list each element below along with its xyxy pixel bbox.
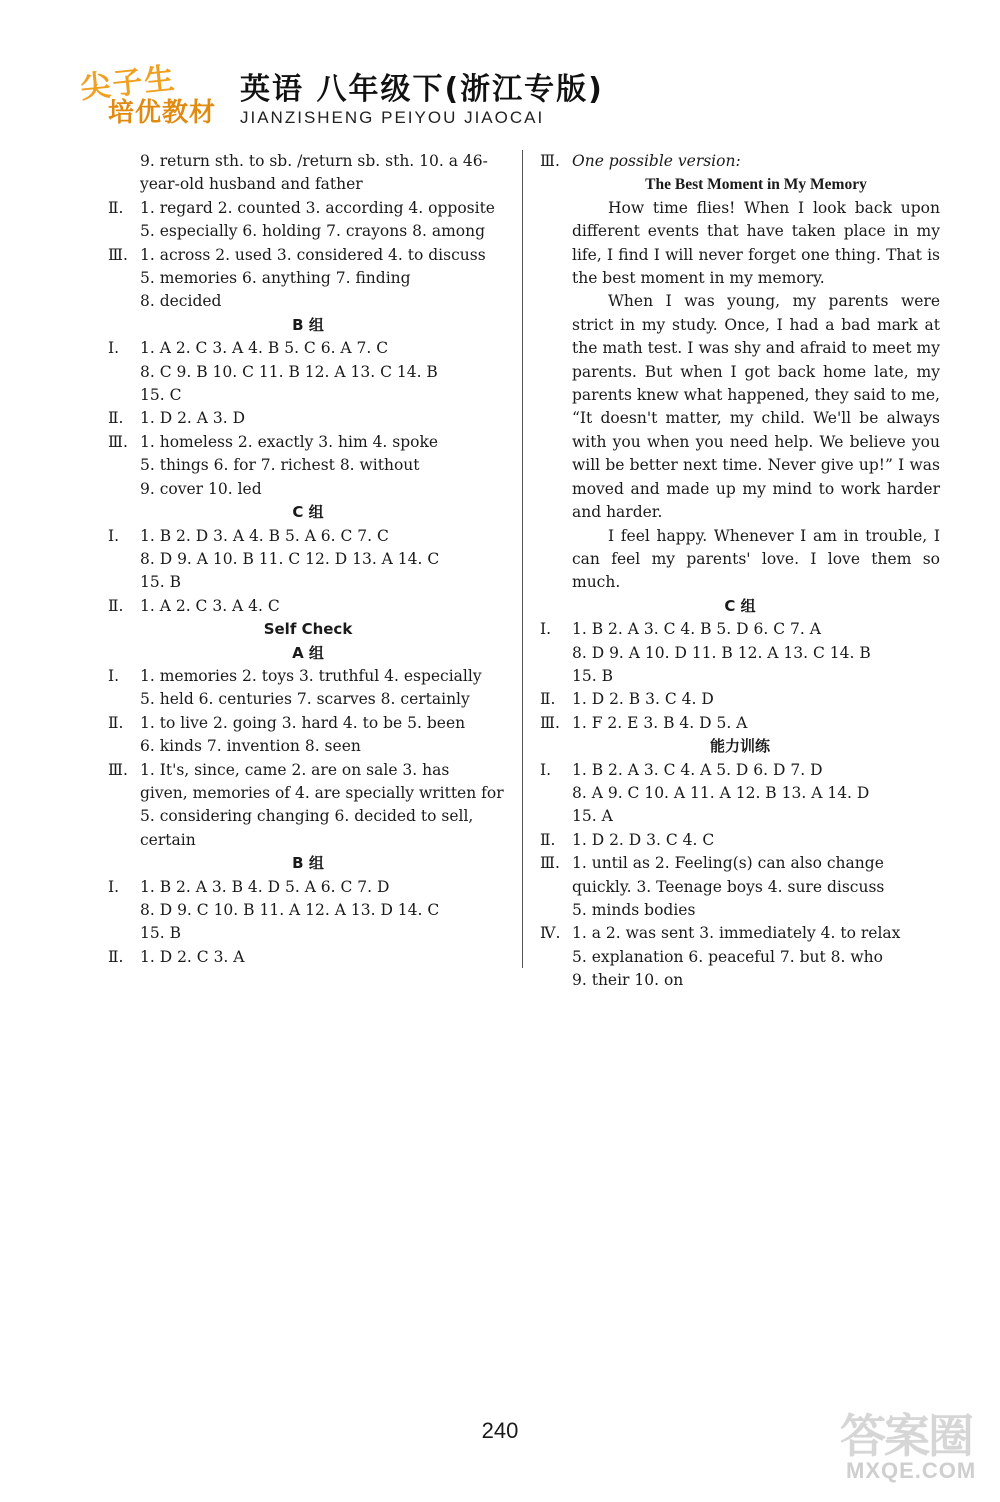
answer-line bbox=[108, 665, 508, 688]
section-numeral: Ⅳ. bbox=[540, 924, 561, 943]
logo-line1: 尖子生 bbox=[78, 61, 178, 106]
group-heading: B 组 bbox=[292, 854, 324, 873]
answer-line bbox=[108, 759, 508, 782]
answer-line bbox=[540, 852, 940, 875]
answer-text: 1. D 2. C 3. A bbox=[140, 947, 245, 966]
answer-line: 5. explanation 6. peaceful 7. but 8. who bbox=[572, 947, 883, 966]
left-column bbox=[108, 150, 508, 969]
answer-line: certain bbox=[140, 830, 196, 849]
answer-text: One possible version: bbox=[572, 152, 741, 170]
answer-text: 1. until as 2. Feeling(s) can also change bbox=[572, 854, 884, 873]
answer-line: 15. A bbox=[572, 807, 613, 826]
answer-line: 5. considering changing 6. decided to sell, bbox=[140, 807, 474, 826]
answer-line: 8. C 9. B 10. C 11. B 12. A 13. C 14. B bbox=[140, 362, 438, 381]
page-header bbox=[0, 0, 1000, 140]
section-numeral: Ⅲ. bbox=[540, 854, 560, 873]
answer-line: given, memories of 4. are specially written for bbox=[140, 783, 504, 802]
section-numeral: Ⅰ. bbox=[108, 339, 120, 358]
book-title: 英语 八年级下(浙江专版) bbox=[240, 72, 604, 107]
answer-line bbox=[108, 876, 508, 899]
answer-text: 1. D 2. D 3. C 4. C bbox=[572, 830, 715, 849]
answer-line: 5. held 6. centuries 7. scarves 8. certainly bbox=[140, 690, 470, 709]
essay-body bbox=[540, 197, 940, 595]
column-divider bbox=[522, 150, 523, 968]
answer-line bbox=[108, 946, 508, 969]
answer-line bbox=[540, 618, 940, 641]
section-numeral: Ⅱ. bbox=[108, 596, 124, 615]
answer-line: 5. especially 6. holding 7. crayons 8. among bbox=[140, 222, 486, 241]
answer-text: 1. regard 2. counted 3. according 4. opposite bbox=[140, 198, 495, 217]
logo-line2: 培优教材 bbox=[108, 98, 217, 128]
answer-line: 9. their 10. on bbox=[572, 971, 684, 990]
essay-title: The Best Moment in My Memory bbox=[645, 176, 867, 194]
answer-text: 1. A 2. C 3. A 4. B 5. C 6. A 7. C bbox=[140, 339, 389, 358]
section-numeral: Ⅰ. bbox=[108, 666, 120, 685]
section-numeral: Ⅲ. bbox=[540, 152, 560, 170]
answer-text: 1. B 2. D 3. A 4. B 5. A 6. C 7. C bbox=[140, 526, 389, 545]
answer-line: 8. D 9. C 10. B 11. A 12. A 13. D 14. C bbox=[140, 901, 440, 919]
section-numeral: Ⅲ. bbox=[108, 760, 128, 779]
section-numeral: Ⅱ. bbox=[108, 713, 124, 732]
answer-line bbox=[108, 407, 508, 430]
answer-line: 8. D 9. A 10. D 11. B 12. A 13. C 14. B bbox=[572, 643, 871, 662]
answer-line bbox=[108, 712, 508, 735]
answer-text: 1. D 2. B 3. C 4. D bbox=[572, 690, 714, 709]
answer-line bbox=[540, 759, 940, 782]
section-numeral: Ⅲ. bbox=[108, 245, 128, 264]
answer-text: 1. across 2. used 3. considered 4. to discuss bbox=[140, 245, 486, 264]
answer-line bbox=[540, 150, 940, 173]
answer-line bbox=[540, 922, 940, 945]
publisher-logo bbox=[68, 58, 228, 126]
group-heading: 能力训练 bbox=[709, 737, 770, 756]
answer-text: 1. A 2. C 3. A 4. C bbox=[140, 596, 280, 615]
group-heading: B 组 bbox=[292, 315, 324, 334]
section-numeral: Ⅱ. bbox=[540, 830, 556, 849]
answer-line bbox=[108, 337, 508, 360]
answer-text: 1. B 2. A 3. B 4. D 5. A 6. C 7. D bbox=[140, 877, 390, 896]
section-heading: Self Check bbox=[263, 620, 353, 639]
page-number: 240 bbox=[481, 1418, 519, 1443]
answer-text: 1. homeless 2. exactly 3. him 4. spoke bbox=[140, 432, 439, 451]
answer-line: 15. B bbox=[140, 924, 181, 943]
section-numeral: Ⅰ. bbox=[108, 877, 120, 896]
answer-line bbox=[108, 197, 508, 220]
book-subtitle: JIANZISHENG PEIYOU JIAOCAI bbox=[240, 108, 545, 127]
answer-line: 5. things 6. for 7. richest 8. without bbox=[140, 456, 420, 475]
answer-line: 9. return sth. to sb. /return sb. sth. 10. a 46- bbox=[140, 152, 488, 170]
section-numeral: Ⅰ. bbox=[540, 760, 552, 779]
group-heading: C 组 bbox=[724, 596, 756, 615]
essay-paragraph: When I was young, my parents were strict in my study. Once, I had a bad mark at the math test. I was shy and afraid to meet my parents. But when I got back home late, my parents knew what happened, they said to me, “It doesn't matter, my child. We'll be always with you when you need help. We believe you will be better next time. Never give up!” I was moved and made up my mind to work harder and harder. bbox=[572, 292, 940, 522]
answer-line: 15. B bbox=[572, 666, 613, 685]
answer-line bbox=[108, 525, 508, 548]
answer-line bbox=[540, 712, 940, 735]
answer-line: 8. D 9. A 10. B 11. C 12. D 13. A 14. C bbox=[140, 549, 440, 568]
answer-line: 9. cover 10. led bbox=[140, 479, 262, 498]
answer-text: 1. B 2. A 3. C 4. A 5. D 6. D 7. D bbox=[572, 760, 823, 779]
answer-line: 8. A 9. C 10. A 11. A 12. B 13. A 14. D bbox=[572, 783, 870, 802]
section-numeral: Ⅱ. bbox=[540, 690, 556, 709]
section-numeral: Ⅰ. bbox=[108, 526, 120, 545]
watermark-line1: 答案圈 bbox=[840, 1409, 972, 1463]
group-heading: C 组 bbox=[292, 503, 324, 522]
answer-text: 1. a 2. was sent 3. immediately 4. to relax bbox=[572, 924, 901, 943]
answer-text: 1. It's, since, came 2. are on sale 3. has bbox=[140, 760, 450, 779]
answer-line bbox=[108, 244, 508, 267]
answer-text: 1. to live 2. going 3. hard 4. to be 5. been bbox=[140, 713, 466, 732]
answer-line bbox=[108, 595, 508, 618]
section-numeral: Ⅱ. bbox=[108, 198, 124, 217]
answer-line: 15. B bbox=[140, 573, 181, 592]
essay-paragraph: I feel happy. Whenever I am in trouble, I can feel my parents' love. I love them so much. bbox=[572, 526, 940, 592]
answer-line: 15. C bbox=[140, 386, 182, 405]
answer-text: 1. memories 2. toys 3. truthful 4. especially bbox=[140, 666, 482, 685]
answer-text: 1. F 2. E 3. B 4. D 5. A bbox=[572, 713, 748, 732]
section-numeral: Ⅱ. bbox=[108, 947, 124, 966]
group-heading: A 组 bbox=[292, 643, 324, 662]
section-numeral: Ⅲ. bbox=[108, 432, 128, 451]
watermark-logo bbox=[840, 1400, 990, 1495]
answer-line bbox=[540, 688, 940, 711]
answer-line: 6. kinds 7. invention 8. seen bbox=[140, 737, 361, 756]
section-numeral: Ⅰ. bbox=[540, 620, 552, 639]
answer-text: 1. B 2. A 3. C 4. B 5. D 6. C 7. A bbox=[572, 620, 821, 639]
answer-line bbox=[108, 431, 508, 454]
answer-line bbox=[540, 829, 940, 852]
right-column bbox=[540, 150, 940, 993]
answer-line: 5. minds bodies bbox=[572, 901, 696, 919]
watermark-line2: MXQE.COM bbox=[846, 1458, 977, 1483]
answer-text: 1. D 2. A 3. D bbox=[140, 409, 246, 428]
answer-line: 8. decided bbox=[140, 292, 222, 311]
section-numeral: Ⅱ. bbox=[108, 409, 124, 428]
section-numeral: Ⅲ. bbox=[540, 713, 560, 732]
answer-line: 5. memories 6. anything 7. finding bbox=[140, 269, 411, 288]
essay-paragraph: How time flies! When I look back upon different events that have taken place in my life, I find I will never forget one thing. That is the best moment in my memory. bbox=[572, 198, 940, 288]
answer-line: quickly. 3. Teenage boys 4. sure discuss bbox=[572, 877, 885, 896]
answer-line: year-old husband and father bbox=[140, 175, 363, 194]
